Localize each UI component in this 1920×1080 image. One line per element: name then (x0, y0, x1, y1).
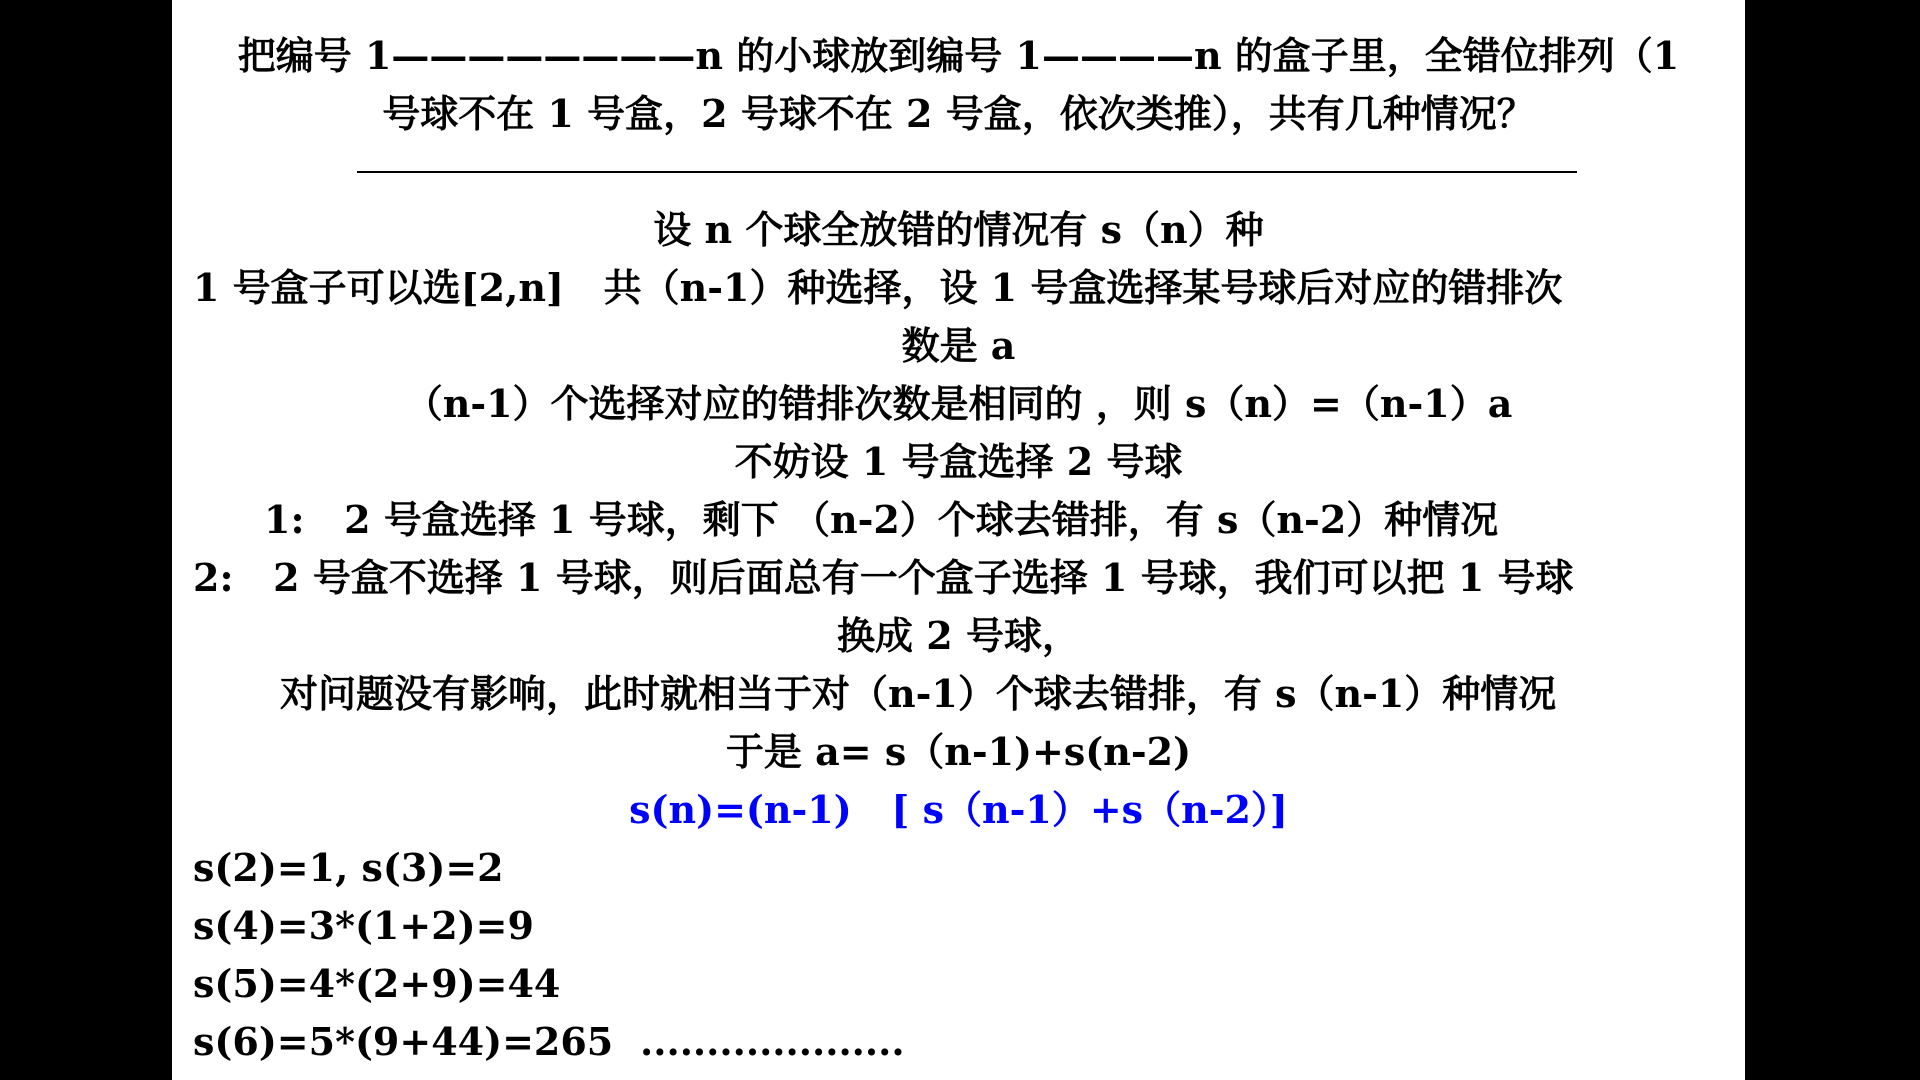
derivation-line-8: 换成 2 号球， (837, 613, 1080, 658)
derivation-line-10: 于是 a= s（n-1)+s(n-2) (725, 729, 1192, 774)
derivation-line-1: 设 n 个球全放错的情况有 s（n）种 (653, 207, 1264, 252)
derivation-line-4: （n-1）个选择对应的错排次数是相同的 ，则 s（n）=（n-1）a (404, 381, 1513, 426)
derivation-line-3: 数是 a (901, 323, 1016, 368)
derivation-line-6: 1: 2 号盒选择 1 号球，剩下 （n-2）个球去错排，有 s（n-2）种情况 (264, 497, 1499, 542)
values-line-2: s(4)=3*(1+2)=9 (193, 903, 534, 948)
derivation-line-9: 对问题没有影响，此时就相当于对（n-1）个球去错排，有 s（n-1）种情况 (280, 671, 1557, 716)
values-line-3: s(5)=4*(2+9)=44 (193, 961, 561, 1006)
problem-line-2: 号球不在 1 号盒，2 号球不在 2 号盒，依次类推），共有几种情况？ (382, 91, 1535, 136)
values-line-1: s(2)=1, s(3)=2 (193, 845, 504, 890)
recurrence-formula: s(n)=(n-1) [ s（n-1）+s（n-2）] (629, 787, 1288, 832)
values-ellipsis: .................... (640, 1019, 905, 1064)
slide (172, 0, 1745, 1080)
derivation-line-7: 2: 2 号盒不选择 1 号球，则后面总有一个盒子选择 1 号球，我们可以把 1 号球 (193, 555, 1574, 600)
separator-line (357, 171, 1577, 173)
derivation-line-2: 1 号盒子可以选[2,n] 共（n-1）种选择，设 1 号盒选择某号球后对应的错排次 (193, 265, 1563, 310)
values-line-4: s(6)=5*(9+44)=265 (193, 1019, 614, 1064)
problem-line-1: 把编号 1————————n 的小球放到编号 1————n 的盒子里，全错位排列（1 (237, 33, 1680, 78)
derivation-line-5: 不妨设 1 号盒选择 2 号球 (734, 439, 1183, 484)
